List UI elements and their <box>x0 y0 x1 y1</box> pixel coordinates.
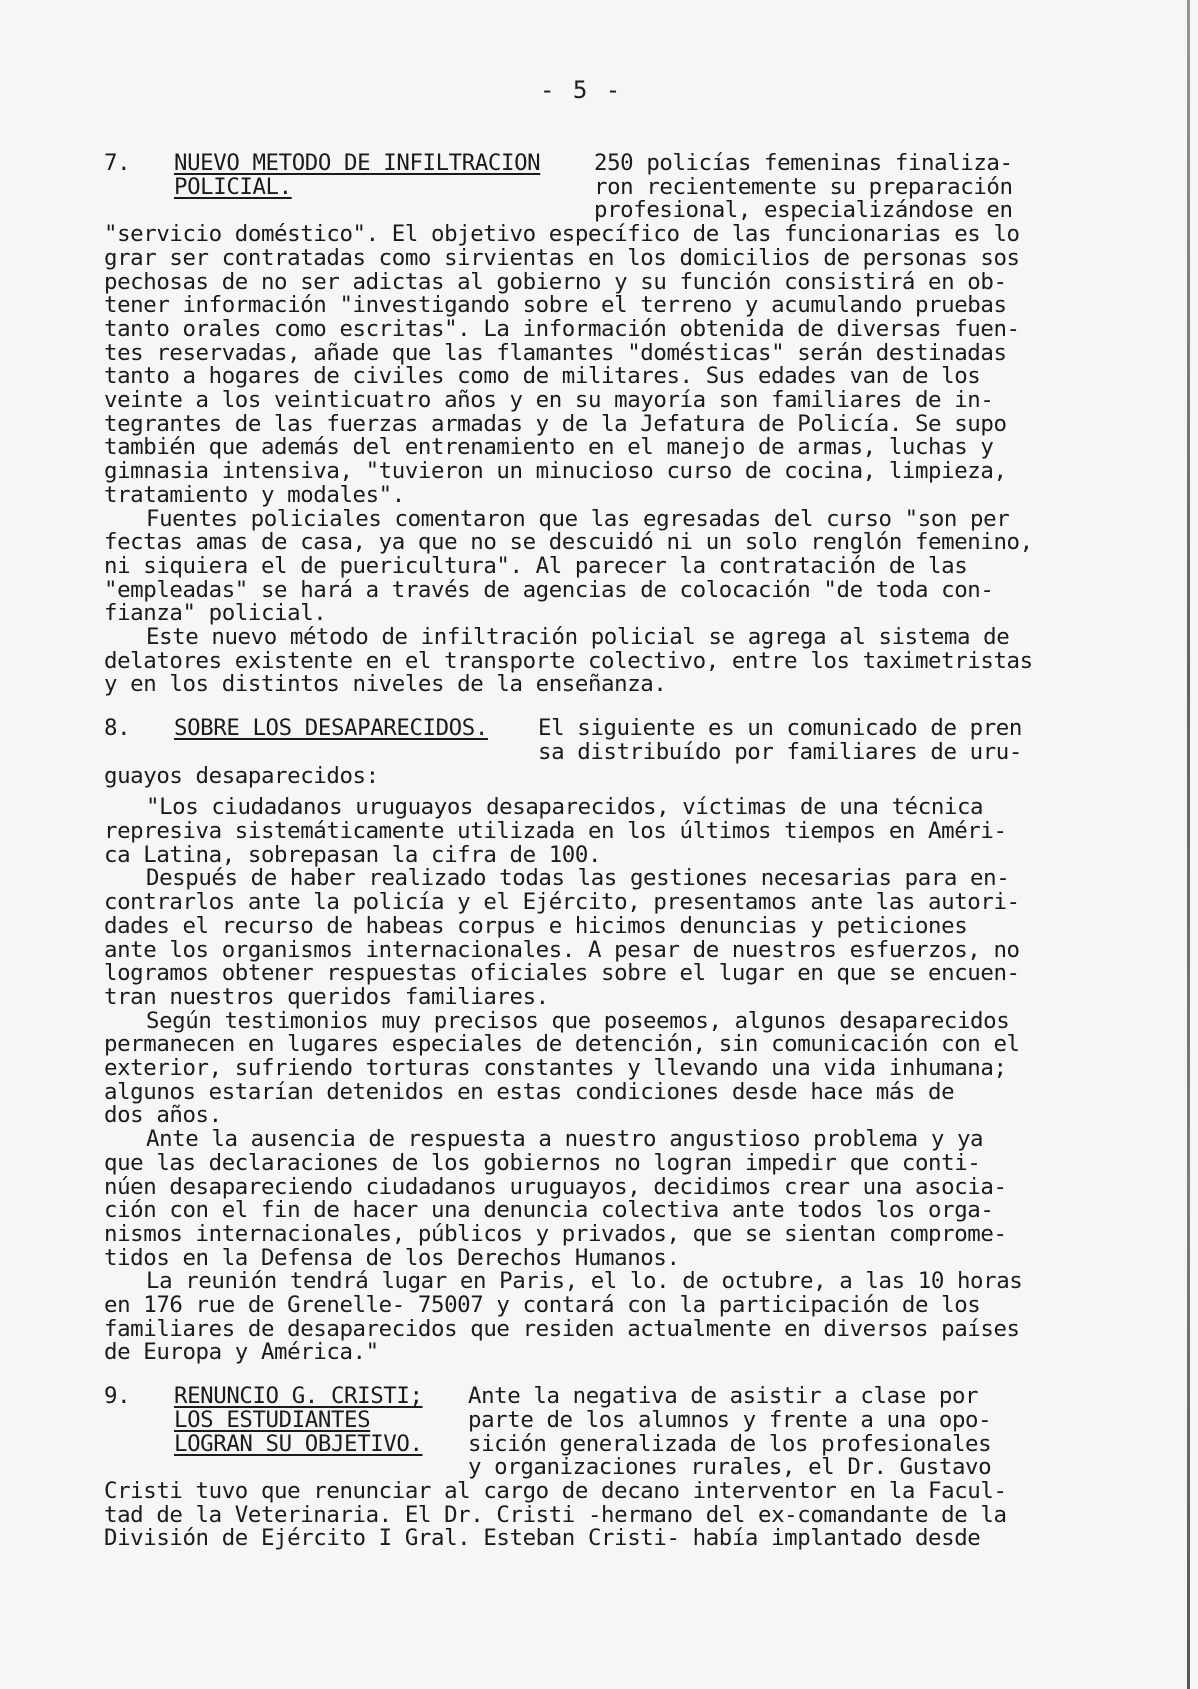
section-title-line: RENUNCIO G. CRISTI; <box>174 1383 423 1410</box>
body-text-line: tidos en la Defensa de los Derechos Humanos. <box>104 1244 680 1271</box>
body-text-line: Cristi tuvo que renunciar al cargo de decano interventor en la Facul- <box>104 1477 1007 1504</box>
section-title-line: LOGRAN SU OBJETIVO. <box>174 1430 423 1457</box>
body-text-line: nismos internacionales, públicos y privados, que se sientan comprome- <box>104 1220 1007 1247</box>
body-text-line: Después de haber realizado todas las gestiones necesarias para en- <box>146 865 1010 892</box>
body-text-line: División de Ejército I Gral. Esteban Cristi- había implantado desde <box>104 1525 981 1552</box>
body-text-line: ante los organismos internacionales. A pesar de nuestros esfuerzos, no <box>104 936 1020 963</box>
body-text-line: familiares de desaparecidos que residen actualmente en diversos países <box>104 1315 1020 1342</box>
section-intro <box>538 717 1022 764</box>
body-text-line: fectas amas de casa, ya que no se descuidó ni un solo renglón femenino, <box>104 529 1033 556</box>
body-text-line: tran nuestros queridos familiares. <box>104 983 549 1010</box>
body-text-line: pechosas de no ser adictas al gobierno y su función consistirá en ob- <box>104 268 1007 295</box>
body-text-line: algunos estarían detenidos en estas condiciones desde hace más de <box>104 1078 955 1105</box>
section-intro-line: 250 policías femeninas finaliza- <box>594 150 1013 176</box>
body-text-line: ción con el fin de hacer una denuncia colectiva ante todos los orga- <box>104 1197 994 1224</box>
section-number: 8. <box>104 715 131 742</box>
body-text-line: La reunión tendrá lugar en Paris, el lo. de octubre, a las 10 horas <box>146 1268 1023 1295</box>
body-text-line: que las declaraciones de los gobiernos no logran impedir que conti- <box>104 1149 981 1176</box>
body-text-line: núen desapareciendo ciudadanos uruguayos, decidimos crear una asocia- <box>104 1173 1007 1200</box>
section-8-heading <box>104 717 1122 764</box>
body-text-line: gimnasia intensiva, "tuvieron un minucioso curso de cocina, limpieza, <box>104 458 1007 485</box>
section-title-line: LOS ESTUDIANTES <box>174 1406 371 1433</box>
section-intro-line: parte de los alumnos y frente a una opo- <box>468 1406 992 1433</box>
body-text-line: veinte a los veinticuatro años y en su mayoría son familiares de in- <box>104 387 994 414</box>
body-text-line: represiva sistemáticamente utilizada en los últimos tiempos en Améri- <box>104 817 1007 844</box>
page-number: - 5 - <box>540 76 623 104</box>
section-intro <box>468 1385 991 1480</box>
section-title <box>174 152 594 199</box>
section-number: 7. <box>104 150 131 176</box>
section-title <box>174 1385 468 1456</box>
body-text-line: permanecen en lugares especiales de detención, sin comunicación con el <box>104 1031 1020 1058</box>
section-intro-line: El siguiente es un comunicado de pren <box>538 715 1022 742</box>
section-8-body <box>104 762 1122 1366</box>
section-gap <box>104 697 1122 717</box>
body-text-line: también que además del entrenamiento en el manejo de armas, luchas y <box>104 434 994 461</box>
section-9-body <box>104 1477 1122 1552</box>
section-intro-line: sición generalizada de los profesionales <box>468 1430 992 1457</box>
body-text-line: ca Latina, sobrepasan la cifra de 100. <box>104 841 602 868</box>
body-text-line: Este nuevo método de infiltración policial se agrega al sistema de <box>146 624 1010 651</box>
body-text-line: tad de la Veterinaria. El Dr. Cristi -hermano del ex-comandante de la <box>104 1501 1007 1528</box>
body-text-line: exterior, sufriendo torturas constantes y llevando una vida inhumana; <box>104 1055 1007 1082</box>
body-text-line: "Los ciudadanos uruguayos desaparecidos, víctimas de una técnica <box>146 794 984 821</box>
document-body <box>104 152 1122 1551</box>
section-intro-line: sa distribuído por familiares de uru- <box>538 738 1022 765</box>
body-text-line: fianza" policial. <box>104 600 327 627</box>
body-text-line: "empleadas" se hará a través de agencias de colocación "de toda con- <box>104 576 994 603</box>
section-title <box>174 717 538 741</box>
body-text-line: dos años. <box>104 1102 222 1129</box>
body-text-line: guayos desaparecidos: <box>104 762 379 789</box>
body-text-line: dades el recurso de habeas corpus e hicimos denuncias y peticiones <box>104 912 968 939</box>
section-gap <box>104 1365 1122 1385</box>
section-intro-line: y organizaciones rurales, el Dr. Gustavo <box>468 1454 992 1481</box>
section-title-line: NUEVO METODO DE INFILTRACION <box>174 150 541 176</box>
section-intro-line: Ante la negativa de asistir a clase por <box>468 1383 979 1410</box>
body-text-line: logramos obtener respuestas oficiales sobre el lugar en que se encuen- <box>104 960 1020 987</box>
body-text-line: de Europa y América." <box>104 1339 379 1366</box>
section-title-line: POLICIAL. <box>174 173 292 200</box>
body-text-line: Ante la ausencia de respuesta a nuestro angustioso problema y ya <box>146 1126 984 1153</box>
body-text-line: tener información "investigando sobre el terreno y acumulando pruebas <box>104 292 1007 319</box>
body-text-line: grar ser contratadas como sirvientas en los domicilios de personas sos <box>104 244 1020 271</box>
body-text-line: tratamiento y modales". <box>104 481 405 508</box>
body-text-line: delatores existente en el transporte colectivo, entre los taximetristas <box>104 647 1033 674</box>
body-text-line: tanto a hogares de civiles como de militares. Sus edades van de los <box>104 363 981 390</box>
section-intro-line: ron recientemente su preparación <box>594 173 1013 200</box>
body-text-line: tanto orales como escritas". La información obtenida de diversas fuen- <box>104 315 1020 342</box>
body-text-line: y en los distintos niveles de la enseñanza. <box>104 671 667 698</box>
section-number: 9. <box>104 1383 131 1410</box>
section-7-body <box>104 223 1122 697</box>
section-7-heading <box>104 152 1122 223</box>
section-9-heading <box>104 1385 1122 1480</box>
body-text-line: Fuentes policiales comentaron que las egresadas del curso "son per <box>146 505 1010 532</box>
section-intro-line: profesional, especializándose en <box>594 197 1013 224</box>
body-text-line: "servicio doméstico". El objetivo específico de las funcionarias es lo <box>104 221 1020 248</box>
section-intro <box>594 152 1013 223</box>
body-text-line: contrarlos ante la policía y el Ejército, presentamos ante las autori- <box>104 889 1020 916</box>
page-edge-shadow <box>1187 0 1190 1689</box>
section-title-line: SOBRE LOS DESAPARECIDOS. <box>174 715 488 742</box>
body-text-line: tegrantes de las fuerzas armadas y de la Jefatura de Policía. Se supo <box>104 410 1007 437</box>
body-text-line: ni siquiera el de puericultura". Al parecer la contratación de las <box>104 552 968 579</box>
body-text-line: en 176 rue de Grenelle- 75007 y contará con la participación de los <box>104 1292 981 1319</box>
body-text-line: tes reservadas, añade que las flamantes "domésticas" serán destinadas <box>104 339 1007 366</box>
body-text-line: Según testimonios muy precisos que poseemos, algunos desaparecidos <box>146 1007 1010 1034</box>
